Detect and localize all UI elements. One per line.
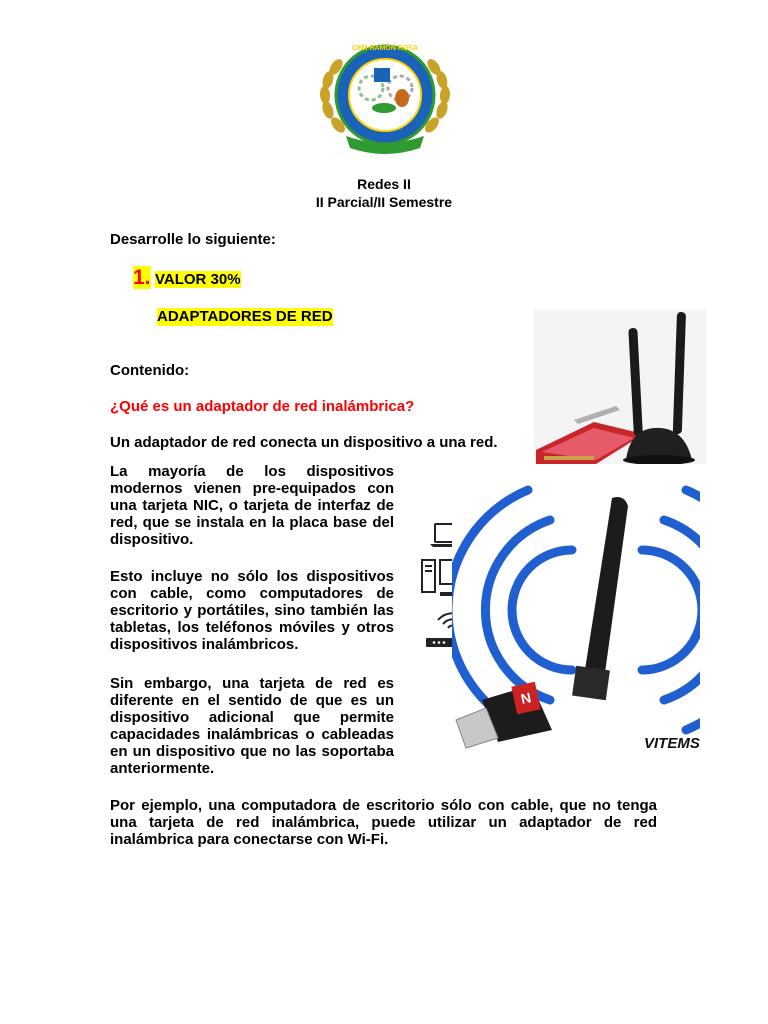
- pcie-wifi-adapter-image: [534, 310, 706, 464]
- paragraph-2: Esto incluye no sólo los dispositivos con cable, como computadores de escritorio y portátiles, sino también las tabletas, los teléfonos móviles y otros dispositivos inalámbricos.: [110, 568, 394, 653]
- paragraph-1: La mayoría de los dispositivos modernos vienen pre-equipados con una tarjeta NIC, o tarjeta de interfaz de red, que se instala en la placa base del dispositivo.: [110, 463, 394, 548]
- instruction-text: Desarrolle lo siguiente:: [110, 231, 276, 248]
- item-heading: [133, 266, 241, 290]
- school-logo: [316, 40, 454, 160]
- paragraph-4: Por ejemplo, una computadora de escritorio sólo con cable, que no tenga una tarjeta de red inalámbrica, puede utilizar un adaptador de red inalámbrica para conectarse con Wi-Fi.: [110, 797, 657, 848]
- usb-label: N: [519, 689, 533, 707]
- question-heading: ¿Qué es un adaptador de red inalámbrica?: [110, 398, 415, 415]
- topic-title: ADAPTADORES DE RED: [157, 308, 333, 325]
- svg-text:CEM RAMÓN ROSA: CEM RAMÓN ROSA: [351, 45, 419, 52]
- term-subtitle: II Parcial/II Semestre: [315, 194, 453, 210]
- course-title: Redes II: [357, 176, 411, 192]
- item-value: VALOR 30%: [154, 271, 241, 288]
- usb-wifi-adapter-image: [452, 480, 700, 754]
- paragraph-3: Sin embargo, una tarjeta de red es diferente en el sentido de que es un dispositivo adicional que permite capacidades inalámbricas o cableadas en un dispositivo que no las soportaba anteriormente.: [110, 675, 394, 777]
- item-number: 1.: [133, 266, 151, 289]
- content-label: Contenido:: [110, 362, 190, 379]
- intro-sentence: Un adaptador de red conecta un dispositivo a una red.: [110, 434, 498, 451]
- brand-watermark: VITEMS: [644, 735, 700, 752]
